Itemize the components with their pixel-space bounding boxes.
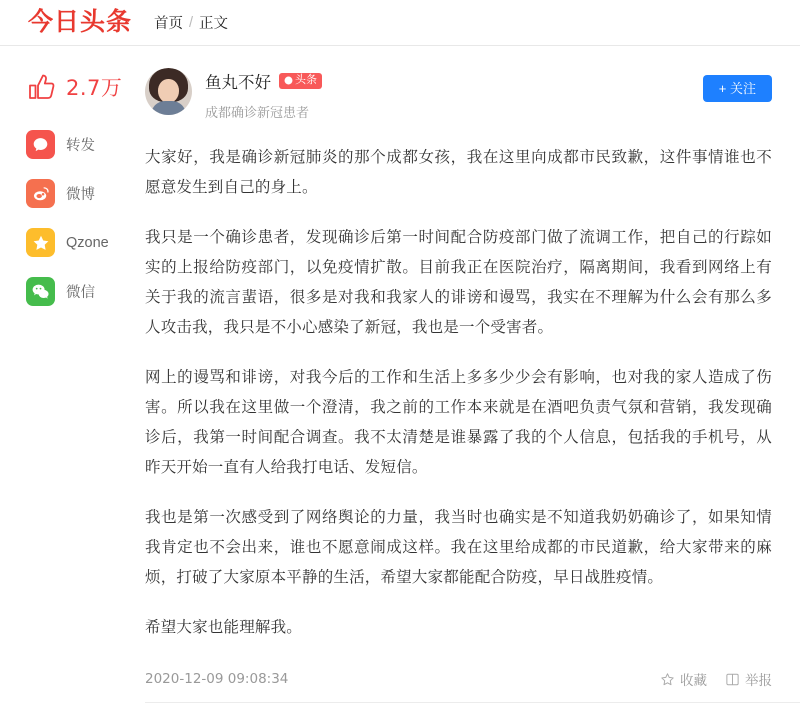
- weibo-icon: [26, 179, 55, 208]
- author-description: 成都确诊新冠患者: [205, 105, 310, 120]
- article-paragraph: 大家好，我是确诊新冠肺炎的那个成都女孩，我在这里向成都市民致歉，这件事情谁也不愿意发生到自己的身上。: [145, 149, 772, 196]
- author-header: [145, 68, 772, 121]
- breadcrumb-current: 正文: [199, 16, 229, 32]
- status-badge-label: 头条: [295, 74, 317, 86]
- site-logo[interactable]: 今日头条: [28, 7, 133, 36]
- share-sidebar: [0, 46, 145, 326]
- article-footer: [145, 669, 772, 703]
- report-button[interactable]: [725, 669, 772, 689]
- share-label-qzone: Qzone: [66, 234, 109, 251]
- article-paragraph: 我只是一个确诊患者，发现确诊后第一时间配合防疫部门做了流调工作，把自己的行踪如实的上报给防疫部门，以免疫情扩散。目前我正在医院治疗，隔离期间，我看到网络上有关于我的流言蜚语，很多是对我和我家人的诽谤和谩骂，我实在不理解为什么会有那么多人攻击我，我只是不小心感染了新冠，我也是一个受害者。: [145, 229, 772, 336]
- avatar[interactable]: [145, 68, 192, 115]
- verified-icon: [284, 76, 293, 85]
- footer-actions: [660, 669, 772, 689]
- share-item-wechat[interactable]: [26, 277, 145, 306]
- like-count: 2.7万: [66, 76, 123, 100]
- breadcrumb-home[interactable]: 首页: [154, 16, 184, 32]
- report-label: 举报: [745, 673, 772, 688]
- star-icon: [660, 672, 675, 687]
- page-content: [0, 46, 800, 703]
- favorite-label: 收藏: [680, 673, 707, 688]
- author-name[interactable]: 鱼丸不好: [205, 74, 271, 92]
- favorite-button[interactable]: [660, 669, 707, 689]
- repost-icon: [26, 130, 55, 159]
- article-paragraph: 我也是第一次感受到了网络舆论的力量，我当时也确实是不知道我奶奶确诊了，如果知情我肯定也不会出来，谁也不愿意闹成这样。我在这里给成都的市民道歉，给大家带来的麻烦，打破了大家原本平静的生活，希望大家都能配合防疫，早日战胜疫情。: [145, 509, 772, 586]
- status-badge: [279, 73, 322, 89]
- like-button[interactable]: [26, 72, 145, 102]
- author-meta: [205, 68, 322, 121]
- wechat-icon: [26, 277, 55, 306]
- share-item-weibo[interactable]: [26, 179, 145, 208]
- article-body: [145, 46, 800, 703]
- follow-button[interactable]: + 关注: [703, 75, 772, 102]
- share-item-repost[interactable]: [26, 130, 145, 159]
- article-text: [145, 143, 772, 643]
- qzone-icon: [26, 228, 55, 257]
- breadcrumb: [154, 12, 228, 33]
- share-label-repost: 转发: [66, 138, 95, 154]
- report-icon: [725, 672, 740, 687]
- breadcrumb-separator: /: [189, 14, 194, 31]
- share-label-wechat: 微信: [66, 285, 95, 301]
- thumbs-up-icon: [26, 72, 56, 102]
- share-item-qzone[interactable]: [26, 228, 145, 257]
- site-header: [0, 0, 800, 45]
- share-label-weibo: 微博: [66, 187, 95, 203]
- publish-timestamp: 2020-12-09 09:08:34: [145, 671, 289, 687]
- article-paragraph: 网上的谩骂和诽谤，对我今后的工作和生活上多多少少会有影响，也对我的家人造成了伤害。所以我在这里做一个澄清，我之前的工作本来就是在酒吧负责气氛和营销，我发现确诊后，我第一时间配合调查。我不太清楚是谁暴露了我的个人信息，包括我的手机号，从昨天开始一直有人给我打电话、发短信。: [145, 369, 772, 476]
- article-paragraph: 希望大家也能理解我。: [145, 619, 303, 636]
